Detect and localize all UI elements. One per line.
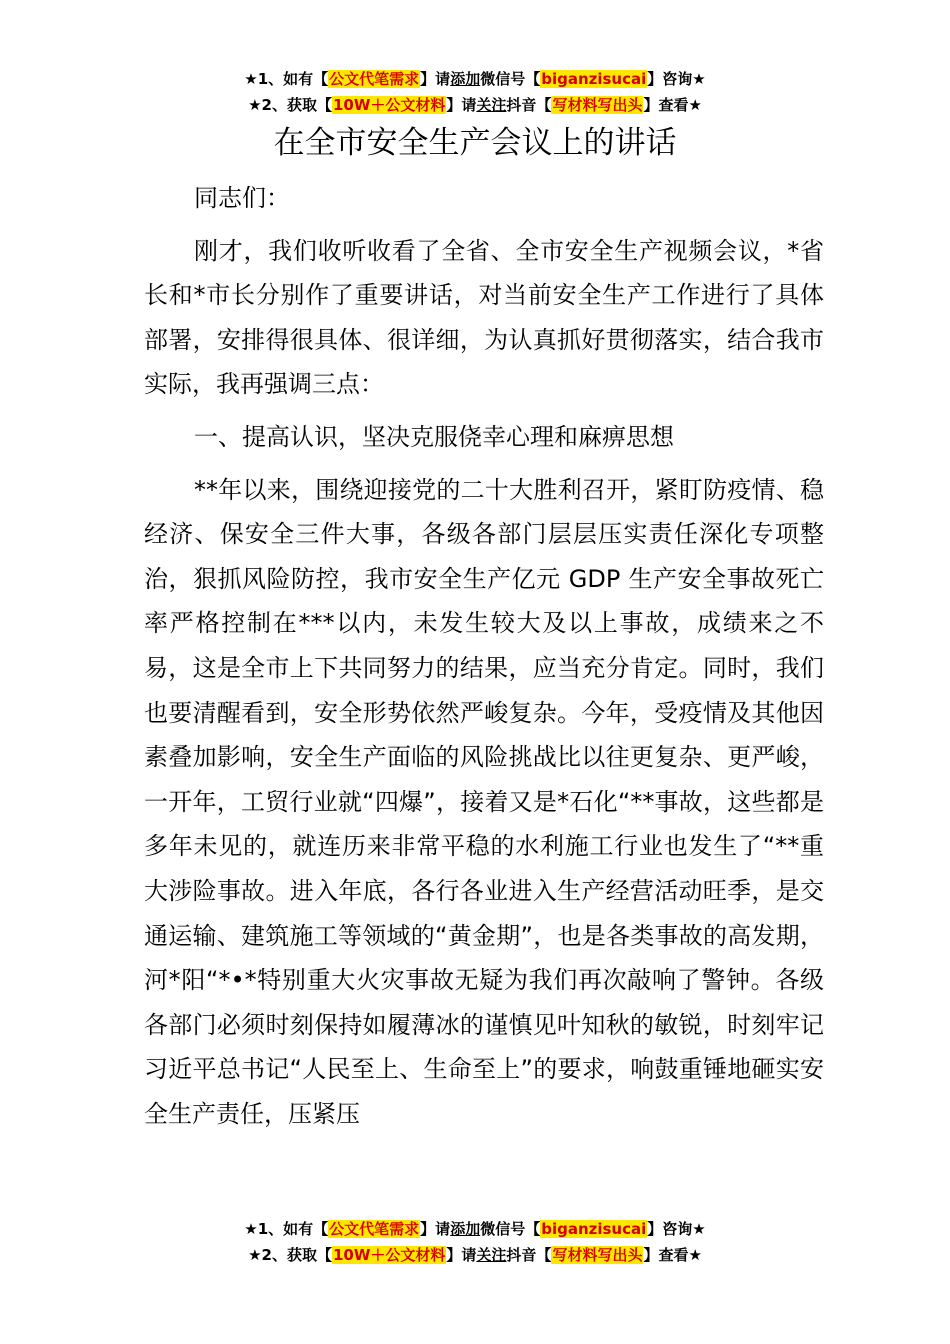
promo-text: 】查看★	[643, 1246, 702, 1264]
document-body	[144, 176, 824, 1136]
promo-text: 】查看★	[643, 96, 702, 114]
promo-line-1	[0, 66, 950, 92]
promo-text: 】请	[446, 1246, 477, 1264]
document-title: 在全市安全生产会议上的讲话	[273, 125, 677, 161]
promo-line-1	[0, 1216, 950, 1242]
promo-highlight: 公文代笔需求	[329, 70, 420, 88]
promo-highlight: 公文代笔需求	[329, 1220, 420, 1238]
promo-header	[0, 66, 950, 118]
promo-line-2	[0, 92, 950, 118]
promo-text: ★1、如有【	[244, 70, 329, 88]
section-heading: 一、提高认识，坚决克服侥幸心理和麻痹思想	[194, 422, 674, 451]
promo-text: 抖音【	[506, 1246, 552, 1264]
promo-text: ★2、获取【	[248, 96, 332, 114]
promo-underline: 添加	[450, 1220, 481, 1238]
promo-highlight: 10W＋公文材料	[332, 96, 446, 114]
promo-highlight: 写材料写出头	[552, 96, 643, 114]
promo-text: 】请	[446, 96, 477, 114]
promo-text: 】咨询★	[647, 1220, 706, 1238]
paragraph-body: **年以来，围绕迎接党的二十大胜利召开，紧盯防疫情、稳经济、保安全三件大事，各级各部门层层压实责任深化专项整治，狠抓风险防控，我市安全生产亿元 GDP 生产安全事故死亡率严格控制在***以内，未发生较大及以上事故，成绩来之不易，这是全市上下共同努力的结果，应当充分肯定。同时，我们也要清醒看到，安全形势依然严峻复杂。今年，受疫情及其他因素叠加影响，安全生产面临的风险挑战比以往更复杂、更严峻，一开年，工贸行业就“四爆”，接着又是*石化“**事故，这些都是多年未见的，就连历来非常平稳的水利施工行业也发生了“**重大涉险事故。进入年底，各行各业进入生产经营活动旺季，是交通运输、建筑施工等领域的“黄金期”，也是各类事故的高发期，河*阳“*•*特别重大火灾事故无疑为我们再次敲响了警钟。各级各部门必须时刻保持如履薄冰的谨慎见叶知秋的敏锐，时刻牢记习近平总书记“人民至上、生命至上”的要求，响鼓重锤地砸实安全生产责任，压紧压	[144, 475, 824, 1128]
promo-underline: 关注	[476, 96, 507, 114]
promo-footer	[0, 1216, 950, 1268]
promo-text: 抖音【	[506, 96, 552, 114]
promo-underline: 添加	[450, 70, 481, 88]
promo-highlight: 10W＋公文材料	[332, 1246, 446, 1264]
promo-line-2	[0, 1242, 950, 1268]
promo-highlight: 写材料写出头	[552, 1246, 643, 1264]
promo-text: ★1、如有【	[244, 1220, 329, 1238]
promo-highlight: biganzisucai	[541, 70, 647, 88]
promo-text: 】咨询★	[647, 70, 706, 88]
salutation: 同志们：	[194, 184, 290, 212]
paragraph-intro: 刚才，我们收听收看了全省、全市安全生产视频会议，*省长和*市长分别作了重要讲话，对当前安全生产工作进行了具体部署，安排得很具体、很详细，为认真抓好贯彻落实，结合我市实际，我再强调三点：	[144, 236, 824, 399]
promo-underline: 关注	[476, 1246, 507, 1264]
promo-text: 微信号【	[480, 1220, 541, 1238]
promo-text: 】请	[420, 1220, 451, 1238]
promo-text: 】请	[420, 70, 451, 88]
promo-text: 微信号【	[480, 70, 541, 88]
promo-highlight: biganzisucai	[541, 1220, 647, 1238]
promo-text: ★2、获取【	[248, 1246, 332, 1264]
